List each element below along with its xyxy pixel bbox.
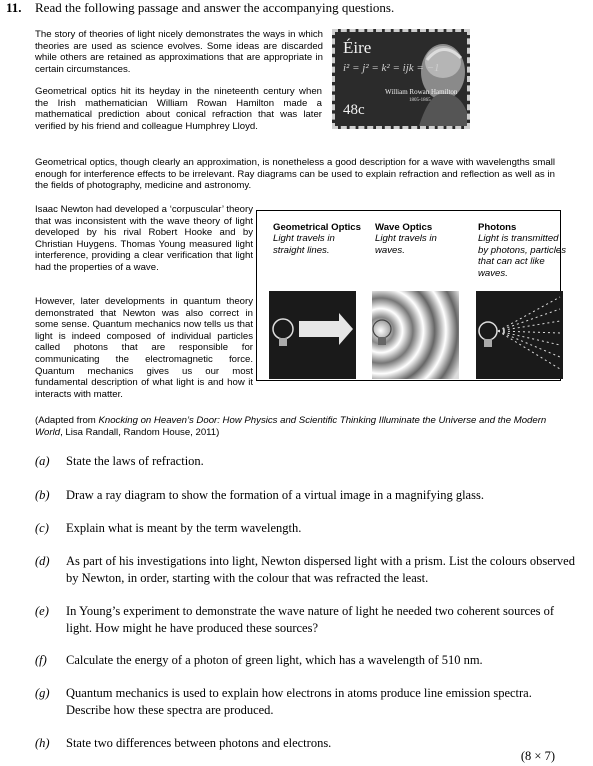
figure-column-title: Wave Optics: [375, 222, 433, 233]
part-text: State the laws of refraction.: [66, 454, 204, 468]
part-text: Quantum mechanics is used to explain how electrons in atoms produce line emission spectra. Describe how these spectra are produced.: [66, 686, 532, 717]
part-label: (a): [35, 454, 50, 468]
figure-column-wave: [375, 222, 463, 256]
passage-paragraph-3: Geometrical optics, though clearly an approximation, is nonetheless a good description for a wave with wavelengths small enough for interference effects to be irrelevant. Ray diagrams can be used to explain refraction and reflection as well as in the fields of photography, medicine and astronomy.: [35, 157, 555, 192]
passage-paragraph-4: Isaac Newton had developed a ‘corpuscular’ theory that was inconsistent with the wave theory of light developed by his rival Robert Hooke and by Christian Huygens. Thomas Young measured light interference, providing a clear verification that light had the properties of a wave.: [35, 204, 253, 273]
passage-paragraph-5: However, later developments in quantum theory demonstrated that Newton was also correct in some sense. Quantum mechanics now tells us that light is indeed composed of individual particles called photons that are responsible for communicating the electromagnetic force. Quantum mechanics gives us our most fundamental description of what light is and how it interacts with matter.: [35, 296, 253, 400]
part-text: State two differences between photons and electrons.: [66, 736, 332, 750]
figure-column-desc: Light travels in straight lines.: [273, 233, 335, 256]
question-instruction: Read the following passage and answer the accompanying questions.: [35, 0, 395, 15]
source-citation: [35, 415, 575, 438]
part-text: Calculate the energy of a photon of green light, which has a wavelength of 510 nm.: [66, 653, 483, 667]
marks-allocation: (8 × 7): [520, 749, 555, 763]
figure-column-title: Photons: [478, 222, 517, 233]
part-text: Explain what is meant by the term wavelength.: [66, 521, 302, 535]
part-label: (f): [35, 653, 47, 667]
figure-column-desc: Light travels in waves.: [375, 233, 437, 256]
stamp-name: William Rowan Hamilton: [385, 88, 458, 96]
part-label: (d): [35, 554, 50, 568]
figure-column-photons: [478, 222, 568, 279]
source-suffix: , Lisa Randall, Random House, 2011): [60, 426, 220, 438]
photons-panel: [476, 291, 563, 379]
stamp-formula: i² = j² = k² = ijk = −1: [343, 62, 440, 74]
stamp-value: 48c: [343, 102, 365, 118]
stamp-years: 1805-1865: [409, 98, 431, 103]
part-text: Draw a ray diagram to show the formation of a virtual image in a magnifying glass.: [66, 488, 484, 502]
part-label: (b): [35, 488, 50, 502]
passage-paragraph-1: The story of theories of light nicely demonstrates the ways in which theories are used as science evolves. Some ideas are discarded while others are retained as approximations that are appropriate in certain circumstances.: [35, 29, 323, 75]
question-number: 11.: [6, 0, 22, 15]
source-title: Knocking on Heaven’s Door: How Physics and Scientific Thinking Illuminate the Universe and the Modern World: [35, 415, 547, 438]
figure-column-title: Geometrical Optics: [273, 222, 361, 233]
part-label: (h): [35, 736, 50, 750]
wave-optics-panel: [372, 291, 459, 379]
passage-paragraph-2: Geometrical optics hit its heyday in the nineteenth century when the Irish mathematician William Rowan Hamilton made a mathematical prediction about conical refraction that was later verified by his friend and colleague Humphrey Lloyd.: [35, 86, 322, 132]
figure-column-desc: Light is transmitted by photons, particles that can act like waves.: [478, 233, 566, 279]
part-label: (c): [35, 521, 49, 535]
part-text: As part of his investigations into light, Newton dispersed light with a prism. List the colours observed by Newton, in order, starting with the colour that was refracted the least.: [66, 554, 575, 585]
stamp-country: Éire: [343, 38, 372, 57]
part-label: (g): [35, 686, 50, 700]
hamilton-stamp-image: [332, 29, 470, 129]
part-label: (e): [35, 604, 49, 618]
geometrical-optics-panel: [269, 291, 356, 379]
part-text: In Young’s experiment to demonstrate the wave nature of light he needed two coherent sources of light. How might he have produced these sources?: [66, 604, 555, 635]
source-prefix: (Adapted from: [35, 415, 99, 426]
figure-column-geometrical: [273, 222, 363, 256]
